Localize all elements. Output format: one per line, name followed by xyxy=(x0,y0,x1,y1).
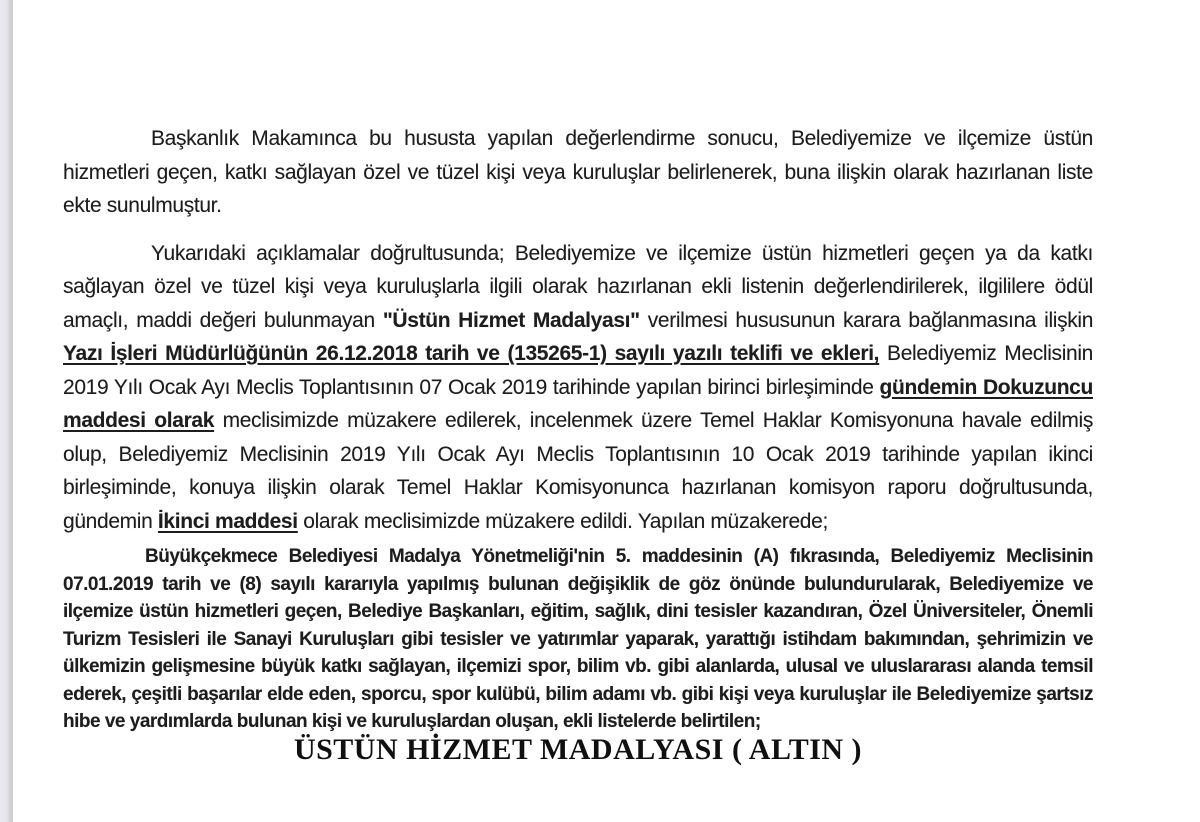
text-run: verilmesi hususunun karara bağlanmasına ilişkin xyxy=(639,308,1094,332)
text-run: meclisimizde müzakere edilerek, incelenmek üzere Temel Haklar Komisyonuna havale edilmiş olup, Belediyemiz Meclisinin 2019 Yılı Ocak Ayı Meclis Toplantısının 10 Ocak 2019 tarihinde yapılan ikinci birleşiminde, konuya ilişkin olarak Temel Haklar Komisyonunca hazırlanan komisyon raporu doğrultusunda, gündemin xyxy=(63,409,1093,533)
paragraph-3 xyxy=(63,543,1093,736)
document-page xyxy=(63,0,1093,768)
section-heading: ÜSTÜN HİZMET MADALYASI ( ALTIN ) xyxy=(293,732,863,766)
text-run: Belediyemiz Meclisinin 2019 Yılı Ocak Ayı Meclis Toplantısının 07 Ocak 2019 tarihinde yapılan birinci birleşiminde xyxy=(63,342,1094,399)
page-edge-strip xyxy=(0,0,13,822)
bold-underlined-text: İkinci maddesi xyxy=(157,509,298,533)
text-run: Başkanlık Makamınca bu hususta yapılan değerlendirme sonucu, Belediyemize ve ilçemize üstün hizmetleri geçen, katkı sağlayan özel ve tüzel kişi veya kuruluşlar belirlenerek, buna ilişkin olarak hazırlanan liste ekte sunulmuştur. xyxy=(63,127,1093,217)
bold-underlined-text: Yazı İşleri Müdürlüğünün 26.12.2018 tarih ve (135265-1) sayılı yazılı teklifi ve ekleri, xyxy=(63,342,880,365)
paragraph-1 xyxy=(63,122,1093,223)
paragraph-2 xyxy=(63,237,1093,539)
text-run: Yukarıdaki açıklamalar doğrultusunda; Belediyemize ve ilçemize üstün hizmetleri geçen ya da katkı sağlayan özel ve tüzel kişi veya kuruluşlarla ilgili olarak hazırlanan ekli listenin değerlendirilerek, ilgililere ödül amaçlı, maddi değeri bulunmayan xyxy=(63,241,1093,332)
bold-underlined-text: gündemin Dokuzuncu maddesi olarak xyxy=(63,375,1093,432)
text-run: olarak meclisimizde müzakere edildi. Yapılan müzakerede; xyxy=(297,509,828,533)
document-body xyxy=(63,0,1093,736)
bold-text: "Üstün Hizmet Madalyası" xyxy=(382,308,640,332)
text-run: Büyükçekmece Belediyesi Madalya Yönetmeliği'nin 5. maddesinin (A) fıkrasında, Belediyemiz Meclisinin 07.01.2019 tarih ve (8) sayılı kararıyla yapılmış bulunan değişiklik de göz önünde bulundurularak, Belediyemize ve ilçemize üstün hizmetleri geçen, Belediye Başkanları, eğitim, sağlık, dini tesisler kazandıran, Özel Üniversiteler, Önemli Turizm Tesisleri ile Sanayi Kuruluşları gibi tesisler ve yatırımlar yaparak, yarattığı istihdam bakımından, şehrimizin ve ülkemizin gelişmesine büyük katkı sağlayan, ilçemizi spor, bilim vb. gibi alanlarda, ulusal ve uluslararası alanda temsil ederek, çeşitli başarılar elde eden, sporcu, spor kulübü, bilim adamı vb. gibi kişi veya kuruluşlar ile Belediyemize şartsız hibe ve yardımlarda bulunan kişi ve kuruluşlardan oluşan, ekli listelerde belirtilen; xyxy=(63,546,1093,732)
